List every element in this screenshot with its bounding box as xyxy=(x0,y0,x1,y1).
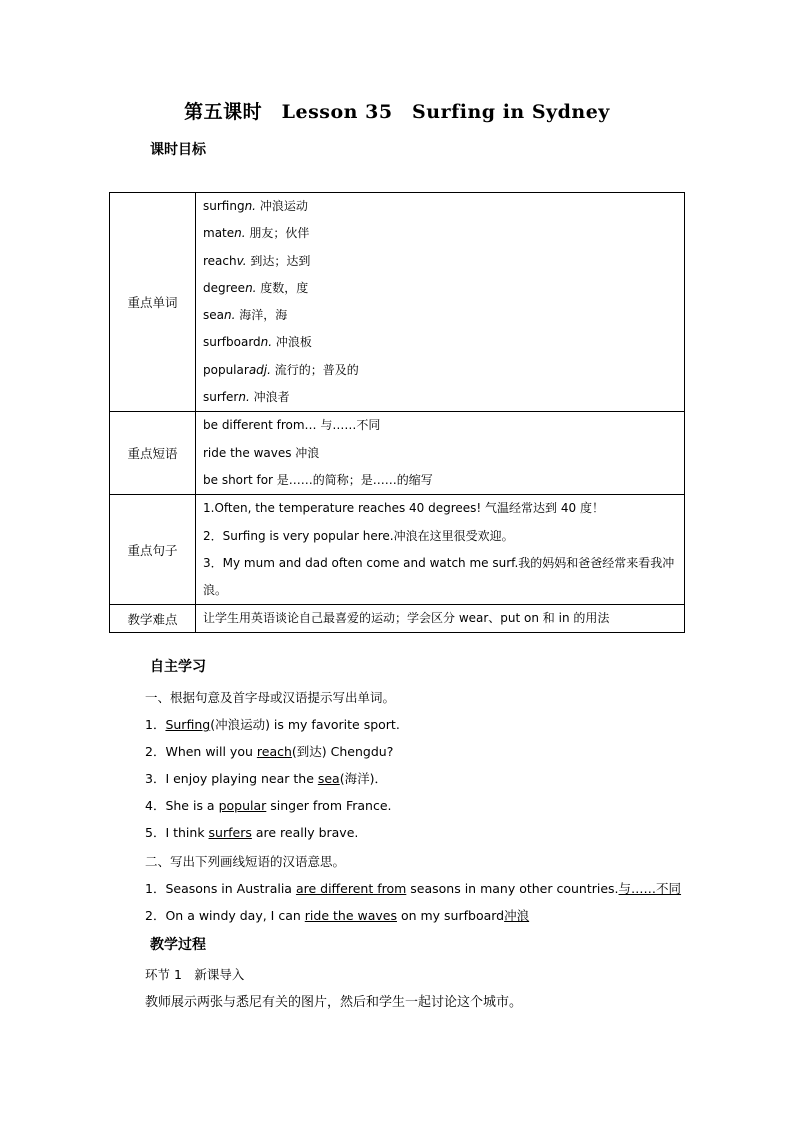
exercise-text: 3．I enjoy playing near the xyxy=(145,771,318,786)
difficulty-row xyxy=(110,604,685,632)
words-list xyxy=(196,193,685,412)
part2-title: 二、写出下列画线短语的汉语意思。 xyxy=(145,854,346,869)
sentence-item: 3．My mum and dad often come and watch me surf.我的妈妈和爸爸经常来看我冲浪。 xyxy=(203,555,675,597)
exercise-item xyxy=(145,823,358,841)
sentences-list xyxy=(196,495,685,605)
exercise-text: 1．Seasons in Australia xyxy=(145,881,296,896)
word-meaning: 朋友；伙伴 xyxy=(245,226,310,241)
process-step: 环节 1 新课导入 xyxy=(145,967,245,982)
process-text: 教师展示两张与悉尼有关的图片，然后和学生一起讨论这个城市。 xyxy=(145,995,523,1010)
word-meaning: 冲浪运动 xyxy=(256,199,308,213)
word: popular xyxy=(203,362,249,377)
word-item xyxy=(203,193,684,220)
word: degree xyxy=(203,280,246,295)
exercise-item xyxy=(145,906,529,924)
exercise-text: (海洋)． xyxy=(339,771,387,786)
phrases-row xyxy=(110,412,685,495)
word-item xyxy=(203,220,684,247)
phrase-item: ride the waves 冲浪 xyxy=(203,445,320,460)
part-of-speech: n. xyxy=(234,226,246,241)
part1-title: 一、根据句意及首字母或汉语提示写出单词。 xyxy=(145,690,396,705)
goals-heading: 课时目标 xyxy=(150,142,206,158)
word: mate xyxy=(203,226,235,241)
word-item xyxy=(203,357,684,384)
difficulty-value: 让学生用英语谈论自己最喜爱的运动；学会区分 wear、put on 和 in 的用法 xyxy=(203,610,610,625)
exercise-answer: reach xyxy=(256,744,292,759)
goals-table xyxy=(109,192,685,633)
exercise-answer: 与……不同 xyxy=(618,881,682,896)
page-title: 第五课时 Lesson 35 Surfing in Sydney xyxy=(184,101,610,123)
phrases-label: 重点短语 xyxy=(110,412,196,495)
word-meaning: 冲浪板 xyxy=(272,335,312,350)
exercise-text: 2．On a windy day, I can xyxy=(145,908,305,923)
word-meaning: 冲浪者 xyxy=(249,390,290,405)
process-heading: 教学过程 xyxy=(150,937,206,953)
phrases-list xyxy=(196,412,685,495)
word-item xyxy=(203,275,684,302)
word: surfer xyxy=(203,390,239,405)
word-item xyxy=(203,329,684,356)
part-of-speech: n. xyxy=(260,335,273,350)
sentence-item: 2．Surfing is very popular here.冲浪在这里很受欢迎。 xyxy=(203,528,514,543)
exercise-text: (冲浪运动) is my favorite sport. xyxy=(210,717,400,732)
exercise-answer: sea xyxy=(317,771,340,786)
sentence-item: 1.Often, the temperature reaches 40 degrees! 气温经常达到 40 度！ xyxy=(203,501,604,516)
exercise-answer: popular xyxy=(218,798,267,813)
part-of-speech: n. xyxy=(244,199,256,213)
word-item xyxy=(203,302,684,329)
exercise-text: 2．When will you xyxy=(145,744,257,759)
exercise-item xyxy=(145,796,392,814)
word-meaning: 到达；达到 xyxy=(246,253,311,268)
exercise-item xyxy=(145,769,387,787)
word-meaning: 海洋，海 xyxy=(235,308,288,323)
phrase-item: be different from… 与……不同 xyxy=(203,418,381,433)
exercise-answer: surfers xyxy=(208,825,252,840)
exercise-text: (到达) Chengdu? xyxy=(291,744,394,759)
exercise-text: seasons in many other countries. xyxy=(406,881,619,896)
part-of-speech: n. xyxy=(245,280,257,295)
sentences-row xyxy=(110,495,685,605)
exercise-text: are really brave. xyxy=(251,825,359,840)
part-of-speech: adj. xyxy=(248,362,271,377)
word-item xyxy=(203,384,684,411)
phrase-item: be short for 是……的简称；是……的缩写 xyxy=(203,472,433,487)
exercise-answer: 冲浪 xyxy=(504,908,530,923)
part-of-speech: n. xyxy=(238,390,250,405)
difficulty-text xyxy=(196,604,685,632)
part-of-speech: v. xyxy=(236,253,247,268)
word-item xyxy=(203,248,684,275)
word-meaning: 流行的；普及的 xyxy=(270,362,359,377)
word: surfing xyxy=(203,199,245,213)
word: reach xyxy=(203,253,237,268)
exercise-text: 4．She is a xyxy=(145,798,219,813)
exercise-text: 1． xyxy=(145,717,166,732)
underlined-phrase: ride the waves xyxy=(304,908,397,923)
exercise-answer: Surfing xyxy=(165,717,211,732)
word: sea xyxy=(203,308,224,323)
exercise-text: 5．I think xyxy=(145,825,209,840)
part-of-speech: n. xyxy=(224,308,236,323)
exercise-text: on my surfboard xyxy=(396,908,505,923)
exercise-item xyxy=(145,879,681,897)
difficulty-label: 教学难点 xyxy=(110,604,196,632)
words-row xyxy=(110,193,685,412)
word: surfboard xyxy=(203,335,261,350)
sentences-label: 重点句子 xyxy=(110,495,196,605)
word-meaning: 度数，度 xyxy=(256,280,309,295)
words-label: 重点单词 xyxy=(110,193,196,412)
underlined-phrase: are different from xyxy=(295,881,407,896)
exercise-item xyxy=(145,742,393,760)
exercise-text: singer from France. xyxy=(266,798,392,813)
self-study-heading: 自主学习 xyxy=(150,659,206,675)
exercise-item xyxy=(145,715,400,733)
